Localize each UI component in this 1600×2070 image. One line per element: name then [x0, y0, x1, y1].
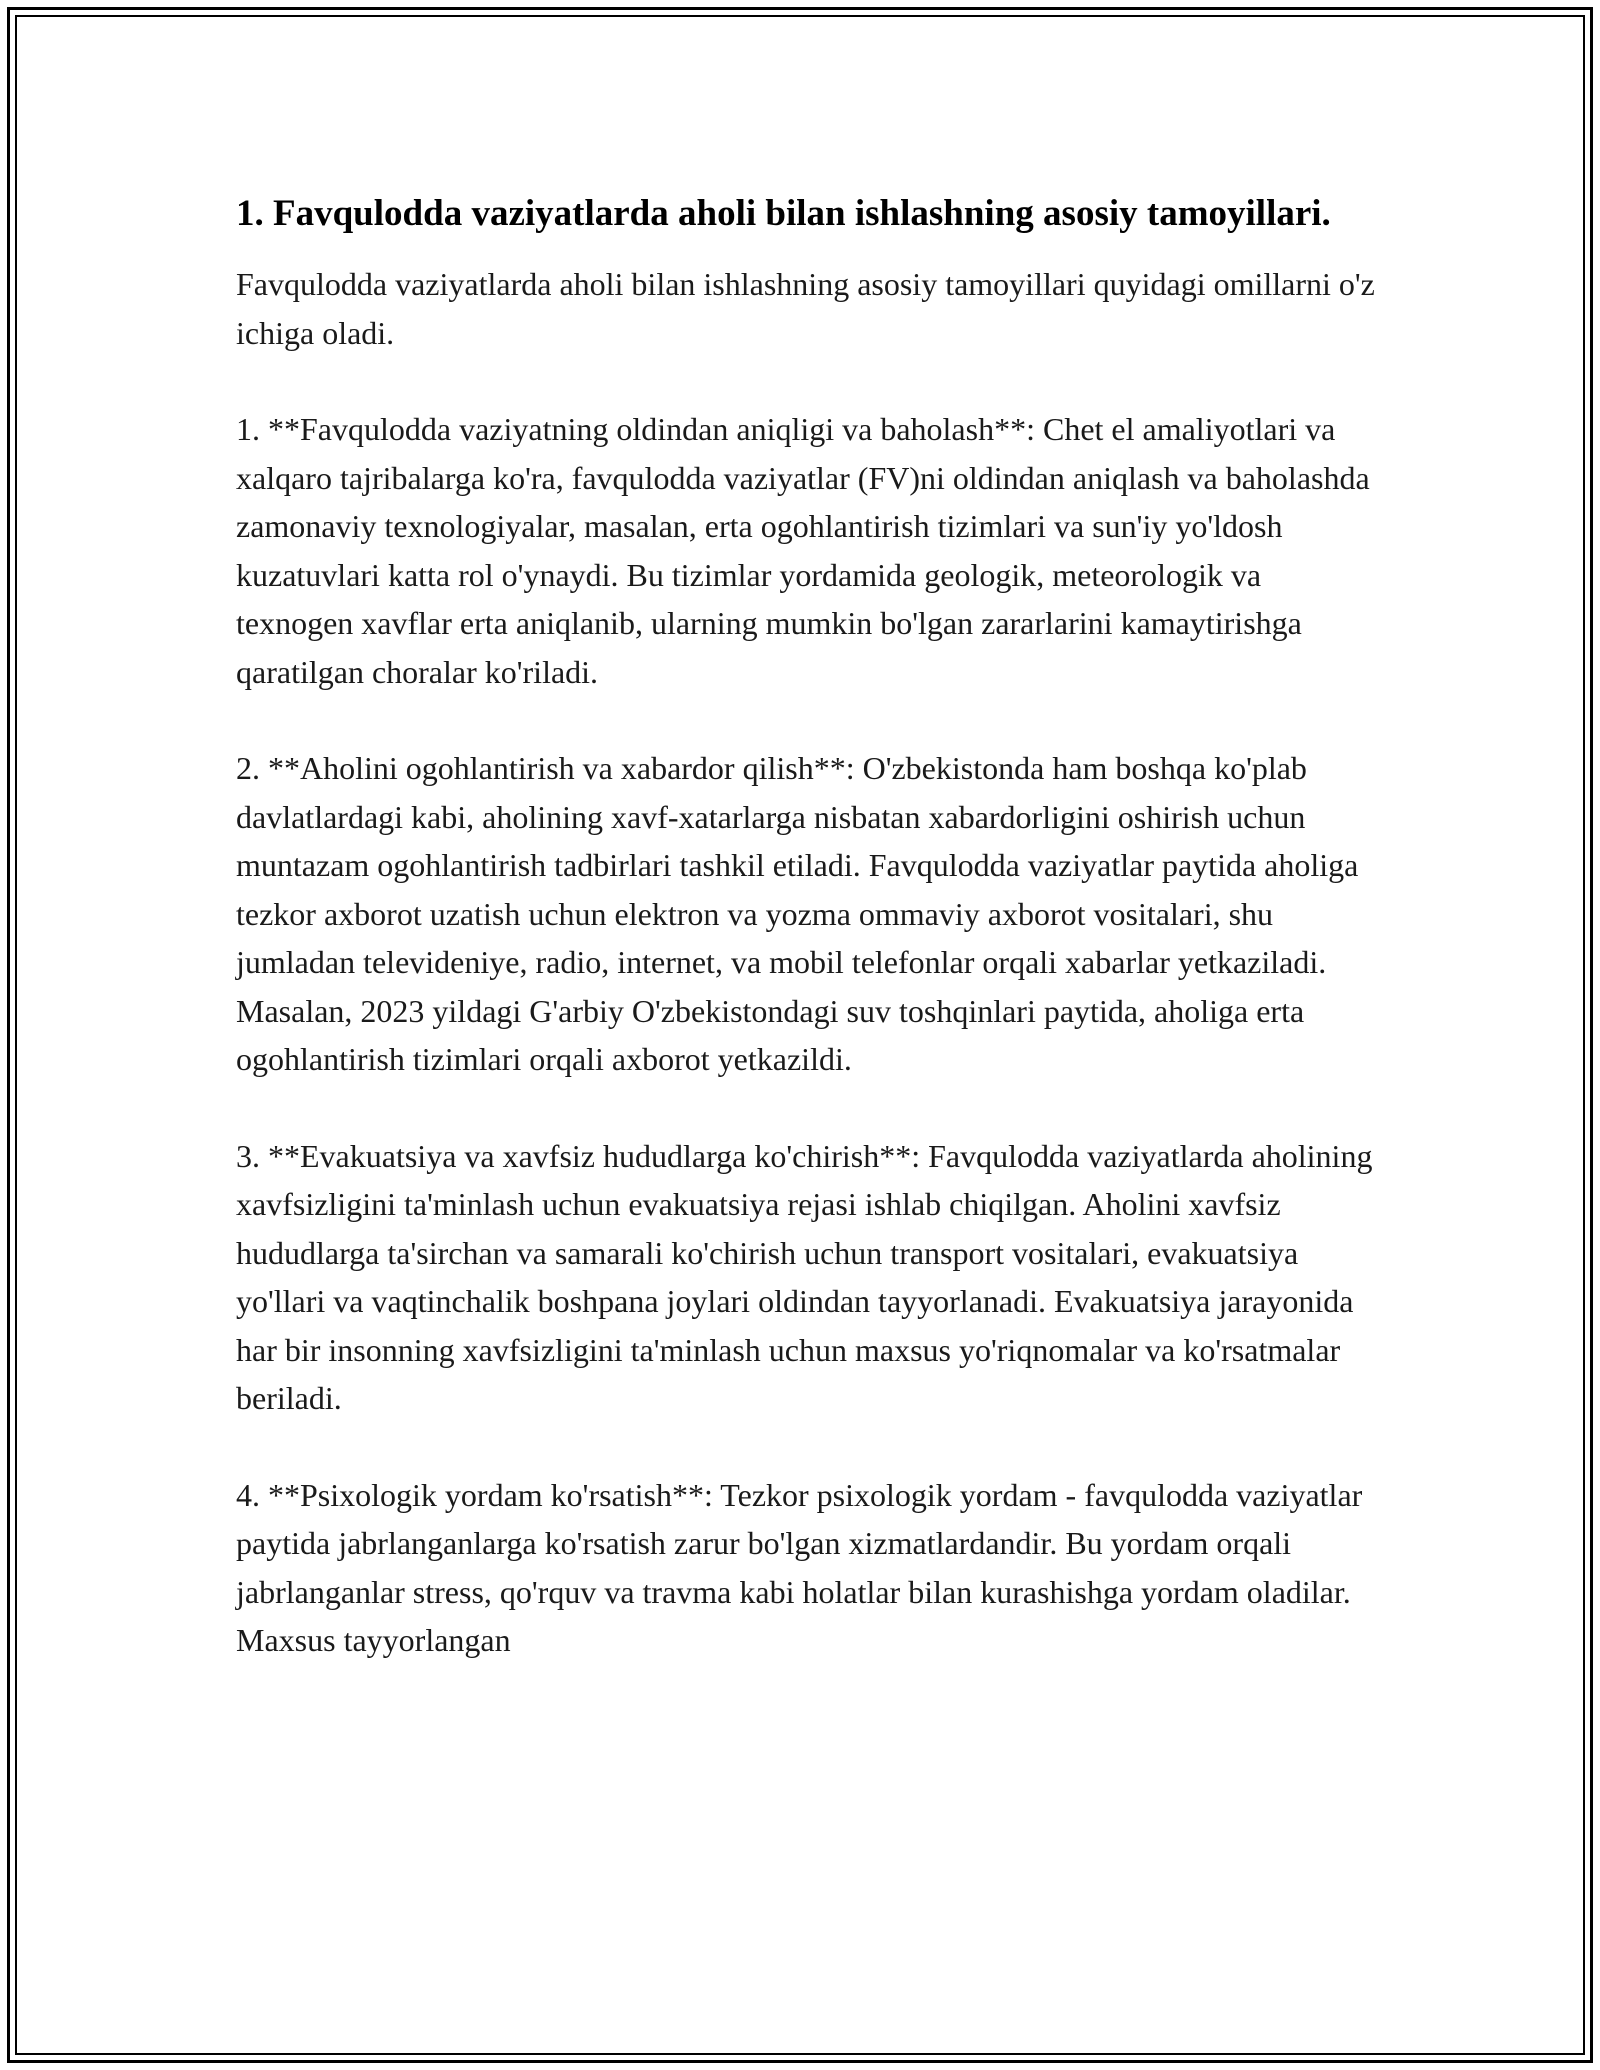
document-body	[236, 188, 1376, 1713]
document-title: 1. Favqulodda vaziyatlarda aholi bilan ishlashning asosiy tamoyillari.	[236, 193, 1331, 234]
paragraph-4: 4. **Psixologik yordam ko'rsatish**: Tezkor psixologik yordam - favqulodda vaziyatlar paytida jabrlanganlarga ko'rsatish zarur bo'lgan xizmatlardandir. Bu yordam orqali jabrlanganlar stress, qo'rquv va travma kabi holatlar bilan kurashishga yordam oladilar. Maxsus tayyorlangan	[236, 1476, 1363, 1658]
paragraph-2: 2. **Aholini ogohlantirish va xabardor qilish**: O'zbekistonda ham boshqa ko'plab davlatlardagi kabi, aholining xavf-xatarlarga nisbatan xabardorligini oshirish uchun muntazam ogohlantirish tadbirlari tashkil etiladi. Favqulodda vaziyatlar paytida aholiga tezkor axborot uzatish uchun elektron va yozma ommaviy axborot vositalari, shu jumladan televideniye, radio, internet, va mobil telefonlar orqali xabarlar yetkaziladi. Masalan, 2023 yildagi G'arbiy O'zbekistondagi suv toshqinlari paytida, aholiga erta ogohlantirish tizimlari orqali axborot yetkazildi.	[236, 750, 1359, 1077]
intro-paragraph: Favqulodda vaziyatlarda aholi bilan ishlashning asosiy tamoyillari quyidagi omillarni o'z ichiga oladi.	[236, 266, 1375, 351]
paragraph-1: 1. **Favqulodda vaziyatning oldindan aniqligi va baholash**: Chet el amaliyotlari va xalqaro tajribalarga ko'ra, favqulodda vaziyatlar (FV)ni oldindan aniqlash va baholashda zamonaviy texnologiyalar, masalan, erta ogohlantirish tizimlari va sun'iy yo'ldosh kuzatuvlari katta rol o'ynaydi. Bu tizimlar yordamida geologik, meteorologik va texnogen xavflar erta aniqlanib, ularning mumkin bo'lgan zararlarini kamaytirishga qaratilgan choralar ko'riladi.	[236, 411, 1370, 690]
paragraph-3: 3. **Evakuatsiya va xavfsiz hududlarga ko'chirish**: Favqulodda vaziyatlarda aholining xavfsizligini ta'minlash uchun evakuatsiya rejasi ishlab chiqilgan. Aholini xavfsiz hududlarga ta'sirchan va samarali ko'chirish uchun transport vositalari, evakuatsiya yo'llari va vaqtinchalik boshpana joylari oldindan tayyorlanadi. Evakuatsiya jarayonida har bir insonning xavfsizligini ta'minlash uchun maxsus yo'riqnomalar va ko'rsatmalar beriladi.	[236, 1137, 1373, 1416]
